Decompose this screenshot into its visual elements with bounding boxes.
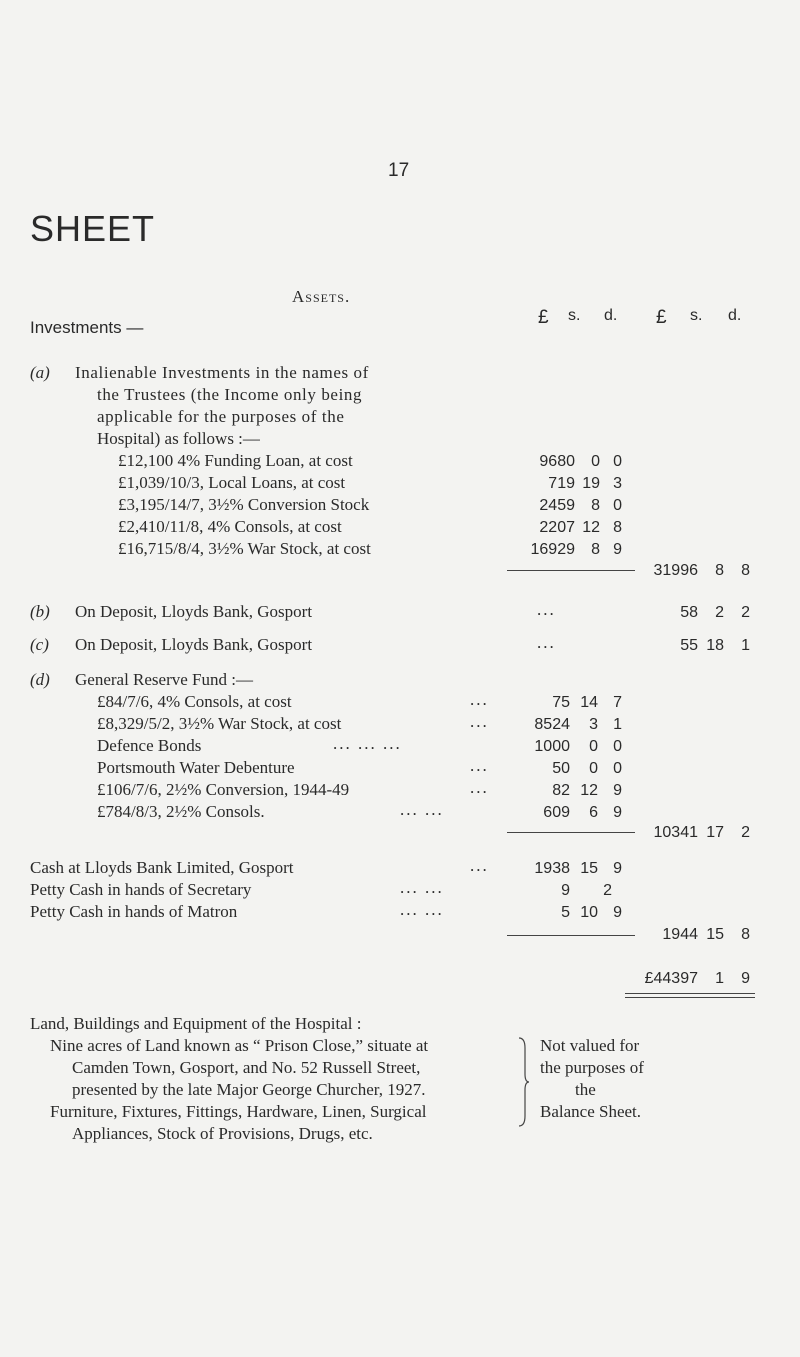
item-pence: 8 bbox=[613, 519, 622, 536]
leader-dots: ... bbox=[537, 600, 556, 619]
total-shillings-header: s. bbox=[690, 307, 703, 324]
section-c-label: On Deposit, Lloyds Bank, Gosport bbox=[75, 635, 313, 654]
item-shillings: 0 bbox=[589, 760, 598, 777]
section-a-desc-line: Hospital) as follows :— bbox=[97, 429, 260, 448]
section-b-shillings: 2 bbox=[715, 604, 724, 621]
item-label: £784/8/3, 2½% Consols. bbox=[97, 802, 265, 821]
leader-dots: ... bbox=[470, 856, 489, 875]
leader-dots: ... bbox=[537, 633, 556, 652]
section-a-total-pence: 8 bbox=[741, 562, 750, 579]
item-shillings: 15 bbox=[580, 860, 598, 877]
item-pence: 9 bbox=[613, 541, 622, 558]
item-pence: 9 bbox=[613, 860, 622, 877]
item-pounds: 1938 bbox=[534, 860, 570, 877]
item-pounds: 2207 bbox=[539, 519, 575, 536]
item-pounds: 719 bbox=[548, 475, 575, 492]
item-pence: 0 bbox=[613, 760, 622, 777]
rule bbox=[507, 570, 635, 571]
leader-dots: ... ... bbox=[400, 800, 444, 819]
item-pounds: 8524 bbox=[534, 716, 570, 733]
section-a-desc-line: Inalienable Investments in the names of bbox=[75, 363, 369, 382]
land-line: Furniture, Fixtures, Fittings, Hardware, Linen, Surgical bbox=[50, 1102, 427, 1121]
section-a-desc-line: the Trustees (the Income only being bbox=[97, 385, 363, 404]
item-label: Cash at Lloyds Bank Limited, Gosport bbox=[30, 858, 294, 877]
section-d-total-shillings: 17 bbox=[706, 824, 724, 841]
item-shillings: 12 bbox=[582, 519, 600, 536]
grand-total-pence: 9 bbox=[741, 970, 750, 987]
sub-shillings-header: s. bbox=[568, 307, 581, 324]
land-line: Camden Town, Gosport, and No. 52 Russell Street, bbox=[72, 1058, 421, 1077]
land-line: Appliances, Stock of Provisions, Drugs, etc. bbox=[72, 1124, 373, 1143]
item-pounds: 1000 bbox=[534, 738, 570, 755]
leader-dots: ... ... bbox=[400, 900, 444, 919]
section-c-shillings: 18 bbox=[706, 637, 724, 654]
item-pence: 3 bbox=[613, 475, 622, 492]
leader-dots: ... ... bbox=[400, 878, 444, 897]
double-rule bbox=[625, 993, 755, 994]
grand-total-shillings: 1 bbox=[715, 970, 724, 987]
item-pounds: 75 bbox=[552, 694, 570, 711]
section-a-total-pounds: 31996 bbox=[653, 562, 698, 579]
item-pounds: 609 bbox=[543, 804, 570, 821]
item-shillings: 12 bbox=[580, 782, 598, 799]
item-pounds: 50 bbox=[552, 760, 570, 777]
section-d-total-pence: 2 bbox=[741, 824, 750, 841]
item-label: £106/7/6, 2½% Conversion, 1944-49 bbox=[97, 780, 350, 799]
section-a-desc-line: applicable for the purposes of the bbox=[97, 407, 345, 426]
item-pence: 0 bbox=[613, 497, 622, 514]
item-shillings: 10 bbox=[580, 904, 598, 921]
item-pounds: 9 bbox=[561, 882, 570, 899]
rule bbox=[507, 832, 635, 833]
section-a-total-shillings: 8 bbox=[715, 562, 724, 579]
item-shillings: 6 bbox=[589, 804, 598, 821]
item-pounds: 16929 bbox=[530, 541, 575, 558]
total-pounds-header: £ bbox=[656, 307, 667, 328]
grand-total-pounds: £44397 bbox=[644, 970, 698, 987]
item-pence: 0 bbox=[613, 738, 622, 755]
section-a-marker: (a) bbox=[30, 363, 50, 382]
double-rule bbox=[625, 997, 755, 998]
item-label: Portsmouth Water Debenture bbox=[97, 758, 295, 777]
section-c-marker: (c) bbox=[30, 635, 49, 654]
rule bbox=[507, 935, 635, 936]
item-pence: 9 bbox=[613, 782, 622, 799]
item-pence: 7 bbox=[613, 694, 622, 711]
item-pence: 9 bbox=[613, 904, 622, 921]
item-pence: 9 bbox=[613, 804, 622, 821]
item-shillings: 19 bbox=[582, 475, 600, 492]
item-shillings: 2 bbox=[603, 882, 612, 899]
item-label: £1,039/10/3, Local Loans, at cost bbox=[118, 473, 346, 492]
land-line: Nine acres of Land known as “ Prison Close,” situate at bbox=[50, 1036, 429, 1055]
note-line: Not valued for bbox=[540, 1036, 640, 1055]
item-pence: 1 bbox=[613, 716, 622, 733]
item-pounds: 82 bbox=[552, 782, 570, 799]
page-number: 17 bbox=[388, 160, 410, 181]
section-b-pence: 2 bbox=[741, 604, 750, 621]
item-label: Defence Bonds bbox=[97, 736, 202, 755]
leader-dots: ... bbox=[470, 756, 489, 775]
leader-dots: ... bbox=[470, 778, 489, 797]
item-label: £2,410/11/8, 4% Consols, at cost bbox=[118, 517, 342, 536]
section-d-marker: (d) bbox=[30, 670, 50, 689]
sheet-title: SHEET bbox=[30, 208, 156, 249]
leader-dots: ... bbox=[470, 712, 489, 731]
section-b-label: On Deposit, Lloyds Bank, Gosport bbox=[75, 602, 313, 621]
item-label: £84/7/6, 4% Consols, at cost bbox=[97, 692, 292, 711]
section-d-total-pounds: 10341 bbox=[653, 824, 698, 841]
investments-heading: Investments — bbox=[30, 318, 144, 337]
item-shillings: 8 bbox=[591, 541, 600, 558]
note-line: the purposes of bbox=[540, 1058, 644, 1077]
item-shillings: 3 bbox=[589, 716, 598, 733]
section-c-pounds: 55 bbox=[680, 637, 698, 654]
land-line: presented by the late Major George Churcher, 1927. bbox=[72, 1080, 426, 1099]
leader-dots: ... bbox=[470, 690, 489, 709]
item-label: Petty Cash in hands of Secretary bbox=[30, 880, 252, 899]
item-pence: 0 bbox=[613, 453, 622, 470]
sub-pence-header: d. bbox=[604, 307, 618, 324]
sub-pounds-header: £ bbox=[538, 307, 549, 328]
item-label: £16,715/8/4, 3½% War Stock, at cost bbox=[118, 539, 371, 558]
note-line: Balance Sheet. bbox=[540, 1102, 642, 1121]
item-label: £3,195/14/7, 3½% Conversion Stock bbox=[118, 495, 370, 514]
item-label: £12,100 4% Funding Loan, at cost bbox=[118, 451, 353, 470]
item-label: Petty Cash in hands of Matron bbox=[30, 902, 238, 921]
item-pounds: 5 bbox=[561, 904, 570, 921]
cash-total-pounds: 1944 bbox=[662, 926, 698, 943]
cash-total-shillings: 15 bbox=[706, 926, 724, 943]
section-b-pounds: 58 bbox=[680, 604, 698, 621]
cash-total-pence: 8 bbox=[741, 926, 750, 943]
item-label: £8,329/5/2, 3½% War Stock, at cost bbox=[97, 714, 342, 733]
brace bbox=[517, 1036, 531, 1128]
total-pence-header: d. bbox=[728, 307, 742, 324]
item-shillings: 14 bbox=[580, 694, 598, 711]
leader-dots: ... ... ... bbox=[333, 734, 402, 753]
land-heading: Land, Buildings and Equipment of the Hospital : bbox=[30, 1014, 362, 1033]
item-pounds: 9680 bbox=[539, 453, 575, 470]
item-shillings: 8 bbox=[591, 497, 600, 514]
item-shillings: 0 bbox=[591, 453, 600, 470]
note-line: the bbox=[575, 1080, 596, 1099]
section-d-heading: General Reserve Fund :— bbox=[75, 670, 253, 689]
assets-heading: Assets. bbox=[292, 287, 351, 306]
section-b-marker: (b) bbox=[30, 602, 50, 621]
section-c-pence: 1 bbox=[741, 637, 750, 654]
item-shillings: 0 bbox=[589, 738, 598, 755]
item-pounds: 2459 bbox=[539, 497, 575, 514]
